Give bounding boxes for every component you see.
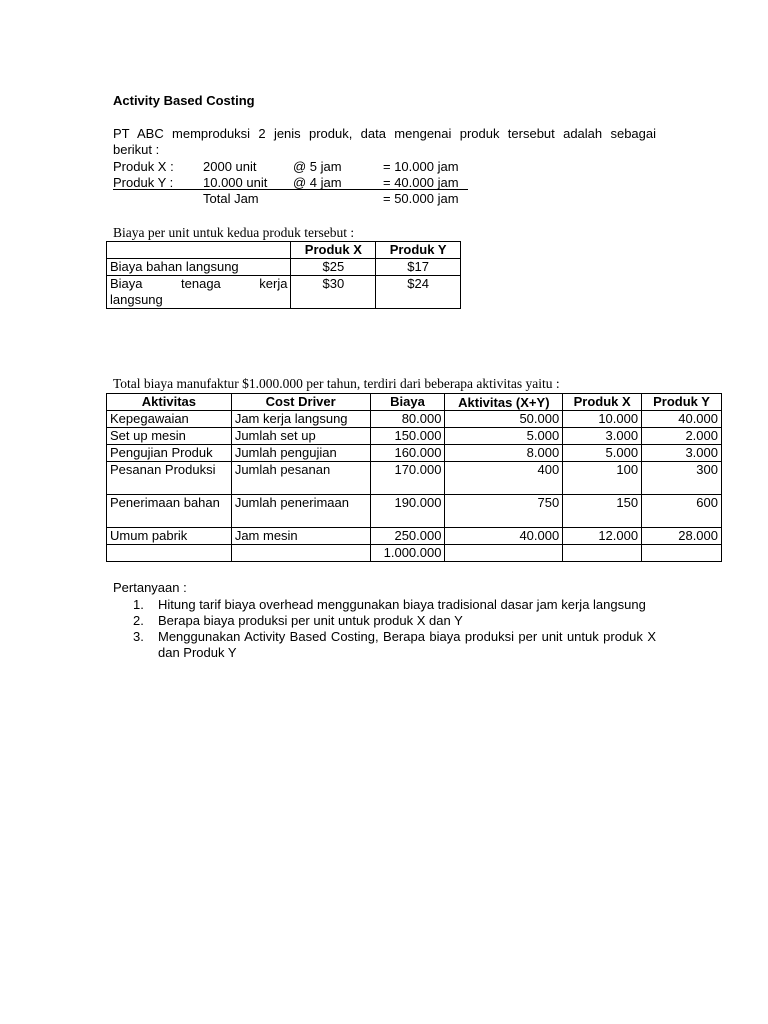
activity-caption: Total biaya manufaktur $1.000.000 per tahun, terdiri dari beberapa aktivitas yaitu : [113, 376, 560, 391]
table-cell: 12.000 [563, 528, 642, 545]
question-item [133, 597, 656, 613]
table-cell [107, 276, 291, 309]
table-cell: Jumlah pesanan [231, 462, 370, 495]
table-cell: 160.000 [370, 445, 445, 462]
table-cell: Jumlah set up [231, 428, 370, 445]
table-cell: 600 [642, 495, 722, 528]
table-cell: Biaya bahan langsung [107, 259, 291, 276]
cell-word: Biaya [110, 276, 143, 291]
table-cell: 5.000 [445, 428, 563, 445]
production-total: = 50.000 jam [383, 191, 459, 206]
table-header-row [107, 242, 461, 259]
table-cell: Umum pabrik [107, 528, 232, 545]
table-header [107, 242, 291, 259]
table-cell [563, 545, 642, 562]
production-units: 10.000 unit [203, 175, 268, 190]
cell-word: langsung [110, 292, 163, 307]
table-cell: 50.000 [445, 411, 563, 428]
table-cell: 3.000 [563, 428, 642, 445]
table-cell: Jumlah penerimaan [231, 495, 370, 528]
activity-cost-table [106, 393, 722, 562]
table-cell: $30 [291, 276, 376, 309]
table-header: Produk X [291, 242, 376, 259]
production-total: = 10.000 jam [383, 159, 459, 174]
production-hours-calculation [113, 159, 473, 207]
table-row [107, 495, 722, 528]
table-row [107, 428, 722, 445]
table-cell: $17 [376, 259, 461, 276]
production-row [113, 159, 473, 175]
production-units: Total Jam [203, 191, 259, 206]
question-item [133, 613, 656, 629]
question-item [133, 629, 656, 661]
table-cell: Pesanan Produksi [107, 462, 232, 495]
table-cell: Jam mesin [231, 528, 370, 545]
table-cell: 750 [445, 495, 563, 528]
question-number: 1. [133, 597, 144, 612]
production-total: = 40.000 jam [383, 175, 459, 190]
table-cell: 100 [563, 462, 642, 495]
table-cell: 300 [642, 462, 722, 495]
table-row [107, 259, 461, 276]
question-text: Berapa biaya produksi per unit untuk produk X dan Y [158, 613, 463, 628]
production-label: Produk X : [113, 159, 174, 174]
table-cell: Pengujian Produk [107, 445, 232, 462]
table-cell: 250.000 [370, 528, 445, 545]
question-number: 3. [133, 629, 144, 644]
table-row [107, 445, 722, 462]
table-header: Produk Y [642, 394, 722, 411]
table-cell: Penerimaan bahan [107, 495, 232, 528]
table-header: Biaya [370, 394, 445, 411]
table-cell: 28.000 [642, 528, 722, 545]
sum-underline [113, 189, 468, 190]
table-header: Cost Driver [231, 394, 370, 411]
table-cell: 10.000 [563, 411, 642, 428]
table-header-row [107, 394, 722, 411]
table-row [107, 528, 722, 545]
table-cell: 8.000 [445, 445, 563, 462]
table-total-row [107, 545, 722, 562]
cell-word: tenaga [181, 276, 221, 291]
table-cell: Jam kerja langsung [231, 411, 370, 428]
table-cell: 5.000 [563, 445, 642, 462]
question-text: Hitung tarif biaya overhead menggunakan biaya tradisional dasar jam kerja langsung [158, 597, 646, 612]
document-title: Activity Based Costing [113, 93, 255, 108]
unit-cost-table [106, 241, 461, 309]
production-rate: @ 5 jam [293, 159, 342, 174]
table-cell: Jumlah pengujian [231, 445, 370, 462]
table-row [107, 411, 722, 428]
table-cell: Set up mesin [107, 428, 232, 445]
table-row [107, 462, 722, 495]
table-cell [642, 545, 722, 562]
table-cell: 80.000 [370, 411, 445, 428]
table-cell: 40.000 [445, 528, 563, 545]
questions-heading: Pertanyaan : [113, 580, 187, 595]
table-cell [107, 545, 232, 562]
intro-text-line1: PT ABC memproduksi 2 jenis produk, data mengenai produk tersebut adalah sebagai [113, 126, 656, 141]
questions-list [133, 597, 656, 661]
table-cell [231, 545, 370, 562]
production-label: Produk Y : [113, 175, 174, 190]
production-total-row [113, 191, 473, 207]
table-cell: 400 [445, 462, 563, 495]
table-cell: Kepegawaian [107, 411, 232, 428]
table-header: Aktivitas (X+Y) [445, 394, 563, 411]
table-header: Produk X [563, 394, 642, 411]
table-cell: 150 [563, 495, 642, 528]
table-cell: $25 [291, 259, 376, 276]
table-header: Aktivitas [107, 394, 232, 411]
cell-word: kerja [259, 276, 288, 291]
question-number: 2. [133, 613, 144, 628]
question-text: Menggunakan Activity Based Costing, Berapa biaya produksi per unit untuk produk X dan Produk Y [158, 629, 656, 660]
table-cell: 190.000 [370, 495, 445, 528]
table-cell [445, 545, 563, 562]
production-rate: @ 4 jam [293, 175, 342, 190]
total-cost-cell: 1.000.000 [370, 545, 445, 562]
table-row [107, 276, 461, 309]
table-cell: 150.000 [370, 428, 445, 445]
table-header: Produk Y [376, 242, 461, 259]
unit-cost-caption: Biaya per unit untuk kedua produk tersebut : [113, 225, 355, 240]
table-cell: 170.000 [370, 462, 445, 495]
table-cell: 2.000 [642, 428, 722, 445]
production-units: 2000 unit [203, 159, 257, 174]
table-cell: 3.000 [642, 445, 722, 462]
production-row [113, 175, 473, 191]
table-cell: 40.000 [642, 411, 722, 428]
table-cell: $24 [376, 276, 461, 309]
intro-text-line2: berikut : [113, 142, 160, 157]
